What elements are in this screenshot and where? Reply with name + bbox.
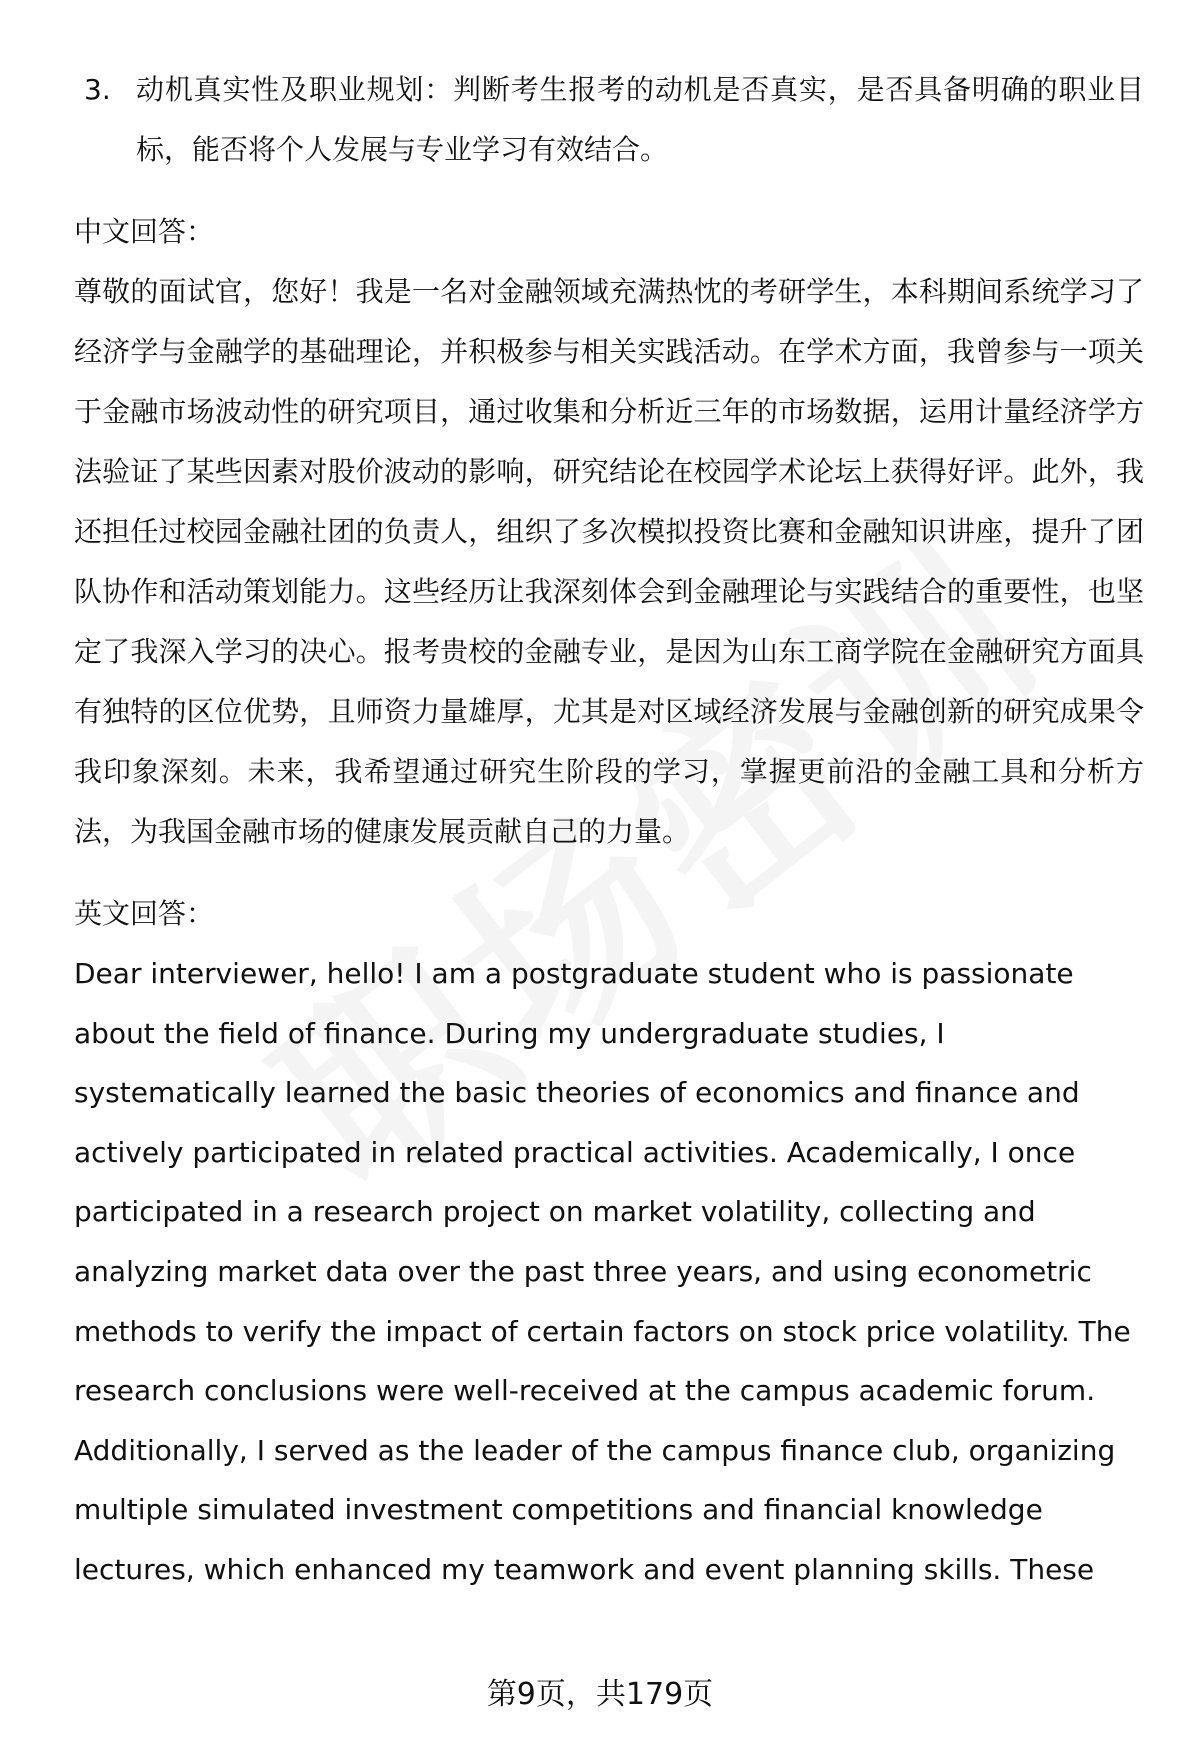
list-item-3 [74, 60, 1144, 180]
page-number: 第9页，共179页 [486, 1677, 714, 1712]
english-answer-text: Dear interviewer, hello! I am a postgraduate student who is passionate about the field of finance. During my undergraduate studies, I systematically learned the basic theories of economics and finance and actively participated in related practical activities. Academically, I once participated in a research project on market volatility, collecting and analyzing market data over the past three years, and using econometric methods to verify the impact of certain factors on stock price volatility. The research conclusions were well-received at the campus academic forum. Additionally, I served as the leader of the campus finance club, organizing multiple simulated investment competitions and financial knowledge lectures, which enhanced my teamwork and event planning skills. These [74, 957, 1131, 1586]
page-content [74, 60, 1144, 1600]
list-item-number: 3. [84, 73, 111, 106]
list-item-text: 动机真实性及职业规划：判断考生报考的动机是否真实，是否具备明确的职业目标，能否将个人发展与专业学习有效结合。 [136, 73, 1144, 166]
chinese-answer-text: 尊敬的面试官，您好！我是一名对金融领域充满热忱的考研学生，本科期间系统学习了经济学与金融学的基础理论，并积极参与相关实践活动。在学术方面，我曾参与一项关于金融市场波动性的研究项目，通过收集和分析近三年的市场数据，运用计量经济学方法验证了某些因素对股价波动的影响，研究结论在校园学术论坛上获得好评。此外，我还担任过校园金融社团的负责人，组织了多次模拟投资比赛和金融知识讲座，提升了团队协作和活动策划能力。这些经历让我深刻体会到金融理论与实践结合的重要性，也坚定了我深入学习的决心。报考贵校的金融专业，是因为山东工商学院在金融研究方面具有独特的区位优势，且师资力量雄厚，尤其是对区域经济发展与金融创新的研究成果令我印象深刻。未来，我希望通过研究生阶段的学习，掌握更前沿的金融工具和分析方法，为我国金融市场的健康发展贡献自己的力量。 [74, 275, 1144, 848]
english-answer-label: 英文回答： [74, 897, 215, 930]
chinese-answer-label: 中文回答： [74, 215, 215, 248]
